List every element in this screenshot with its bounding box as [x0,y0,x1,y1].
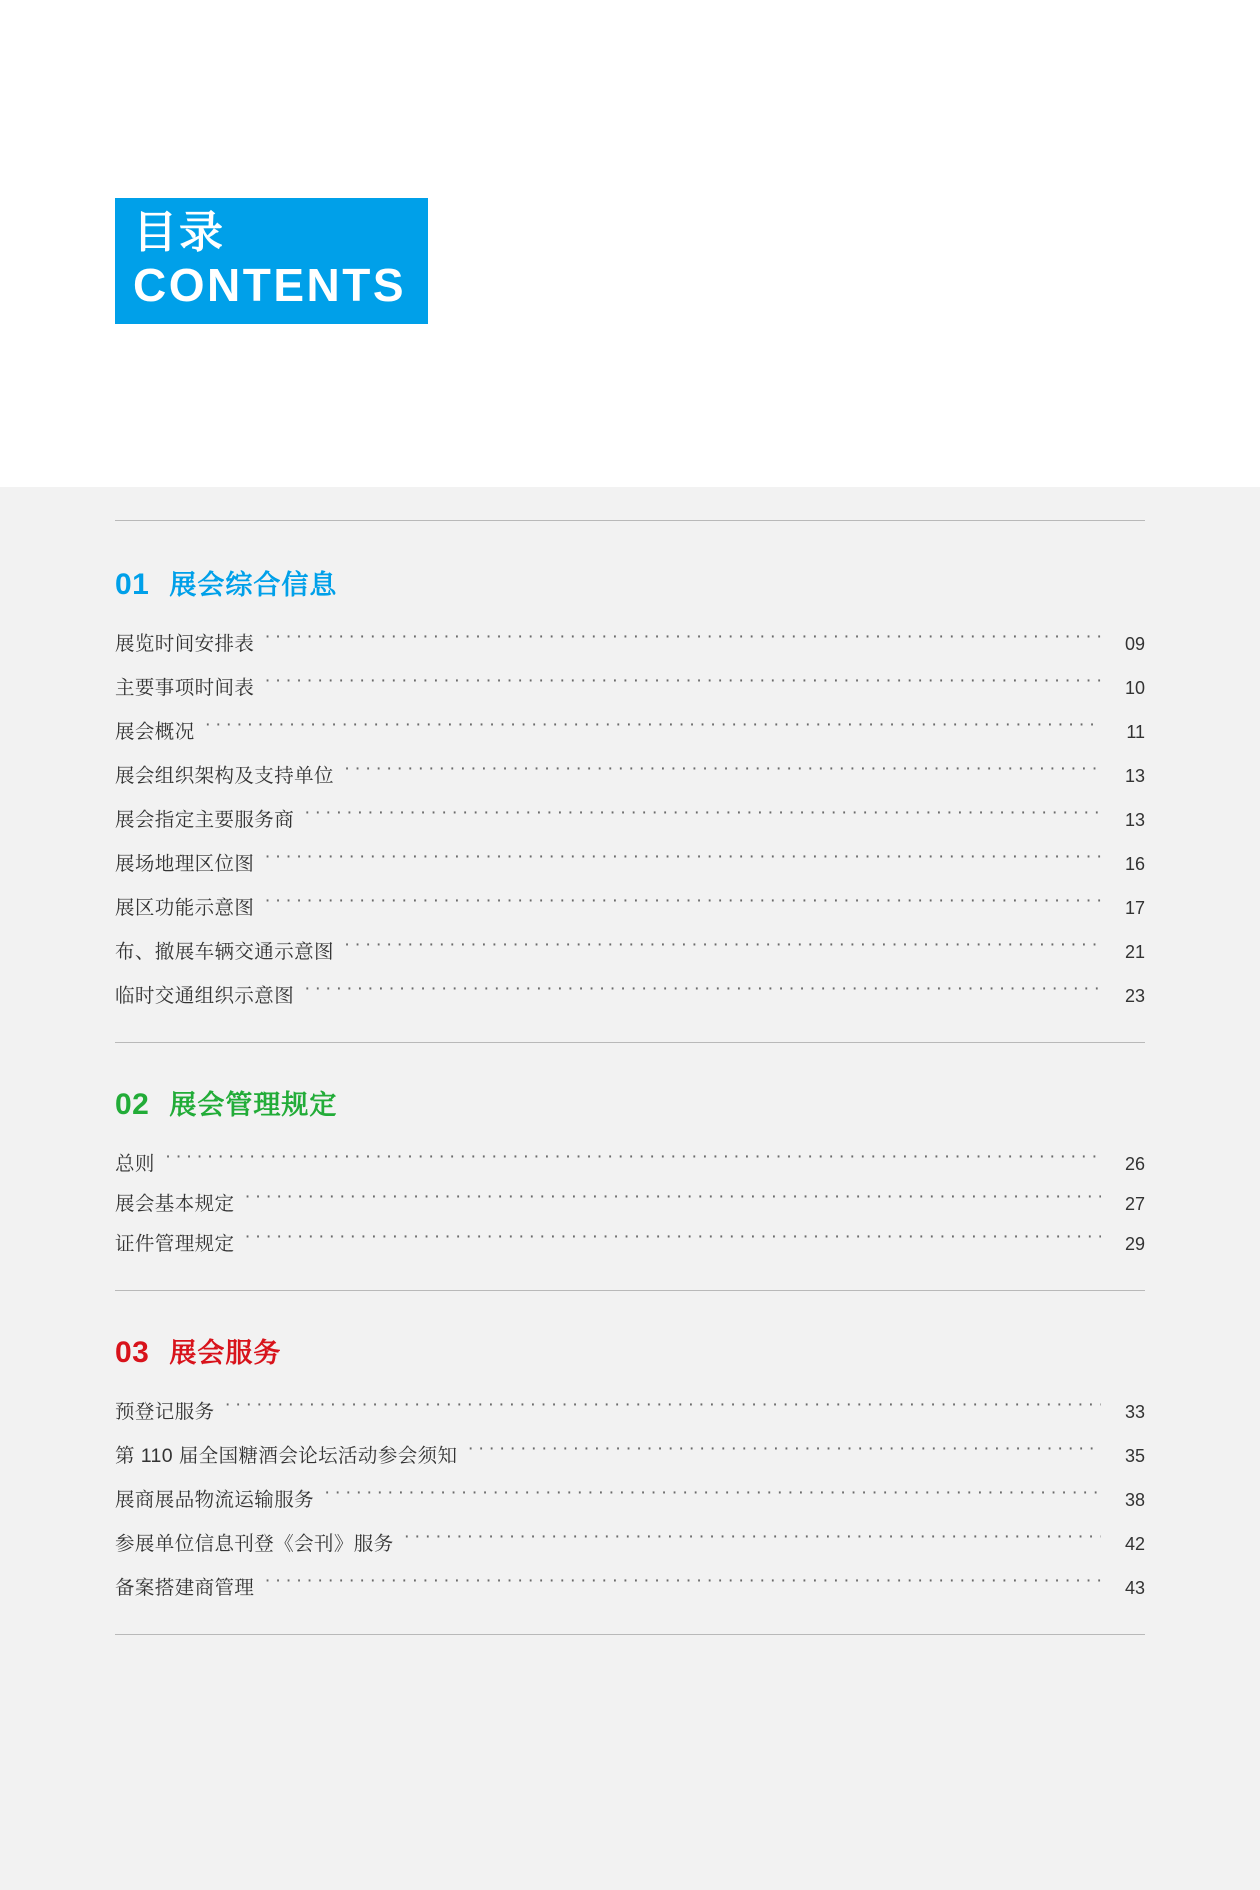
toc-item-page: 23 [1124,986,1145,1006]
list-item[interactable] [115,804,1145,832]
toc-item-label: 临时交通组织示意图 [115,985,295,1007]
divider-section-03 [115,1290,1145,1291]
toc-item-label: 布、撤展车辆交通示意图 [115,941,334,963]
toc-item-page: 11 [1126,722,1145,742]
toc-item-label: 参展单位信息刊登《会刊》服务 [115,1533,394,1555]
toc-list-01 [115,628,1145,1008]
section-title-01: 展会综合信息 [169,570,338,600]
list-item[interactable] [115,848,1145,876]
leader-dots [344,939,1101,959]
toc-item-page: 21 [1124,942,1145,962]
toc-item-label: 展览时间安排表 [115,633,255,655]
section-title-03: 展会服务 [169,1338,282,1368]
toc-item-page: 43 [1124,1578,1145,1598]
toc-item-page: 10 [1124,678,1145,698]
section-header-02 [115,1083,1145,1122]
list-item[interactable] [115,628,1145,656]
leader-dots [304,983,1101,1003]
list-item[interactable] [115,1148,1145,1176]
leader-dots [165,1151,1101,1171]
leader-dots [304,807,1101,827]
toc-item-label: 证件管理规定 [115,1233,235,1255]
list-item[interactable] [115,936,1145,964]
section-header-01 [115,563,1145,602]
toc-item-label: 展会基本规定 [115,1193,235,1215]
leader-dots [264,675,1101,695]
list-item[interactable] [115,1572,1145,1600]
toc-item-label: 展会概况 [115,721,195,743]
toc-item-page: 09 [1124,634,1145,654]
toc-item-page: 17 [1124,898,1145,918]
toc-list-03 [115,1396,1145,1600]
leader-dots [205,719,1101,739]
list-item[interactable] [115,1484,1145,1512]
toc-item-label: 总则 [115,1153,155,1175]
toc-item-label: 第 110 届全国糖酒会论坛活动参会须知 [115,1445,458,1467]
page-title-en: CONTENTS [133,258,406,311]
toc-item-page: 29 [1124,1234,1145,1254]
list-item[interactable] [115,1528,1145,1556]
toc-item-page: 38 [1124,1490,1145,1510]
list-item[interactable] [115,1396,1145,1424]
toc-item-label: 展商展品物流运输服务 [115,1489,315,1511]
toc-section-02 [115,1083,1145,1256]
toc-item-page: 16 [1124,854,1145,874]
list-item[interactable] [115,672,1145,700]
section-number-01: 01 [115,568,150,601]
leader-dots [467,1443,1101,1463]
list-item[interactable] [115,1440,1145,1468]
divider-top [115,520,1145,521]
leader-dots [404,1531,1101,1551]
toc-item-label: 预登记服务 [115,1401,215,1423]
divider-section-02 [115,1042,1145,1043]
leader-dots [344,763,1101,783]
leader-dots [244,1231,1101,1251]
section-title-02: 展会管理规定 [169,1090,338,1120]
list-item[interactable] [115,1188,1145,1216]
toc-content [115,520,1145,1635]
divider-bottom [115,1634,1145,1635]
toc-item-page: 13 [1124,766,1145,786]
toc-item-page: 26 [1124,1154,1145,1174]
toc-item-label: 展会指定主要服务商 [115,809,295,831]
leader-dots [225,1399,1101,1419]
page-title [115,198,428,324]
leader-dots [244,1191,1101,1211]
section-number-02: 02 [115,1088,150,1121]
toc-item-label: 展场地理区位图 [115,853,255,875]
list-item[interactable] [115,760,1145,788]
leader-dots [264,1575,1101,1595]
toc-list-02 [115,1148,1145,1256]
list-item[interactable] [115,1228,1145,1256]
section-number-03: 03 [115,1336,150,1369]
page-title-cn: 目录 [133,208,225,257]
toc-item-page: 42 [1124,1534,1145,1554]
toc-item-page: 35 [1124,1446,1145,1466]
leader-dots [264,895,1101,915]
list-item[interactable] [115,980,1145,1008]
toc-item-page: 13 [1124,810,1145,830]
leader-dots [264,851,1101,871]
section-header-03 [115,1331,1145,1370]
toc-item-page: 33 [1124,1402,1145,1422]
list-item[interactable] [115,716,1145,744]
toc-section-03 [115,1331,1145,1600]
toc-item-label: 展会组织架构及支持单位 [115,765,334,787]
leader-dots [264,631,1101,651]
toc-section-01 [115,563,1145,1008]
leader-dots [324,1487,1101,1507]
list-item[interactable] [115,892,1145,920]
toc-item-label: 展区功能示意图 [115,897,255,919]
toc-item-label: 备案搭建商管理 [115,1577,255,1599]
toc-item-label: 主要事项时间表 [115,677,255,699]
toc-item-page: 27 [1124,1194,1145,1214]
